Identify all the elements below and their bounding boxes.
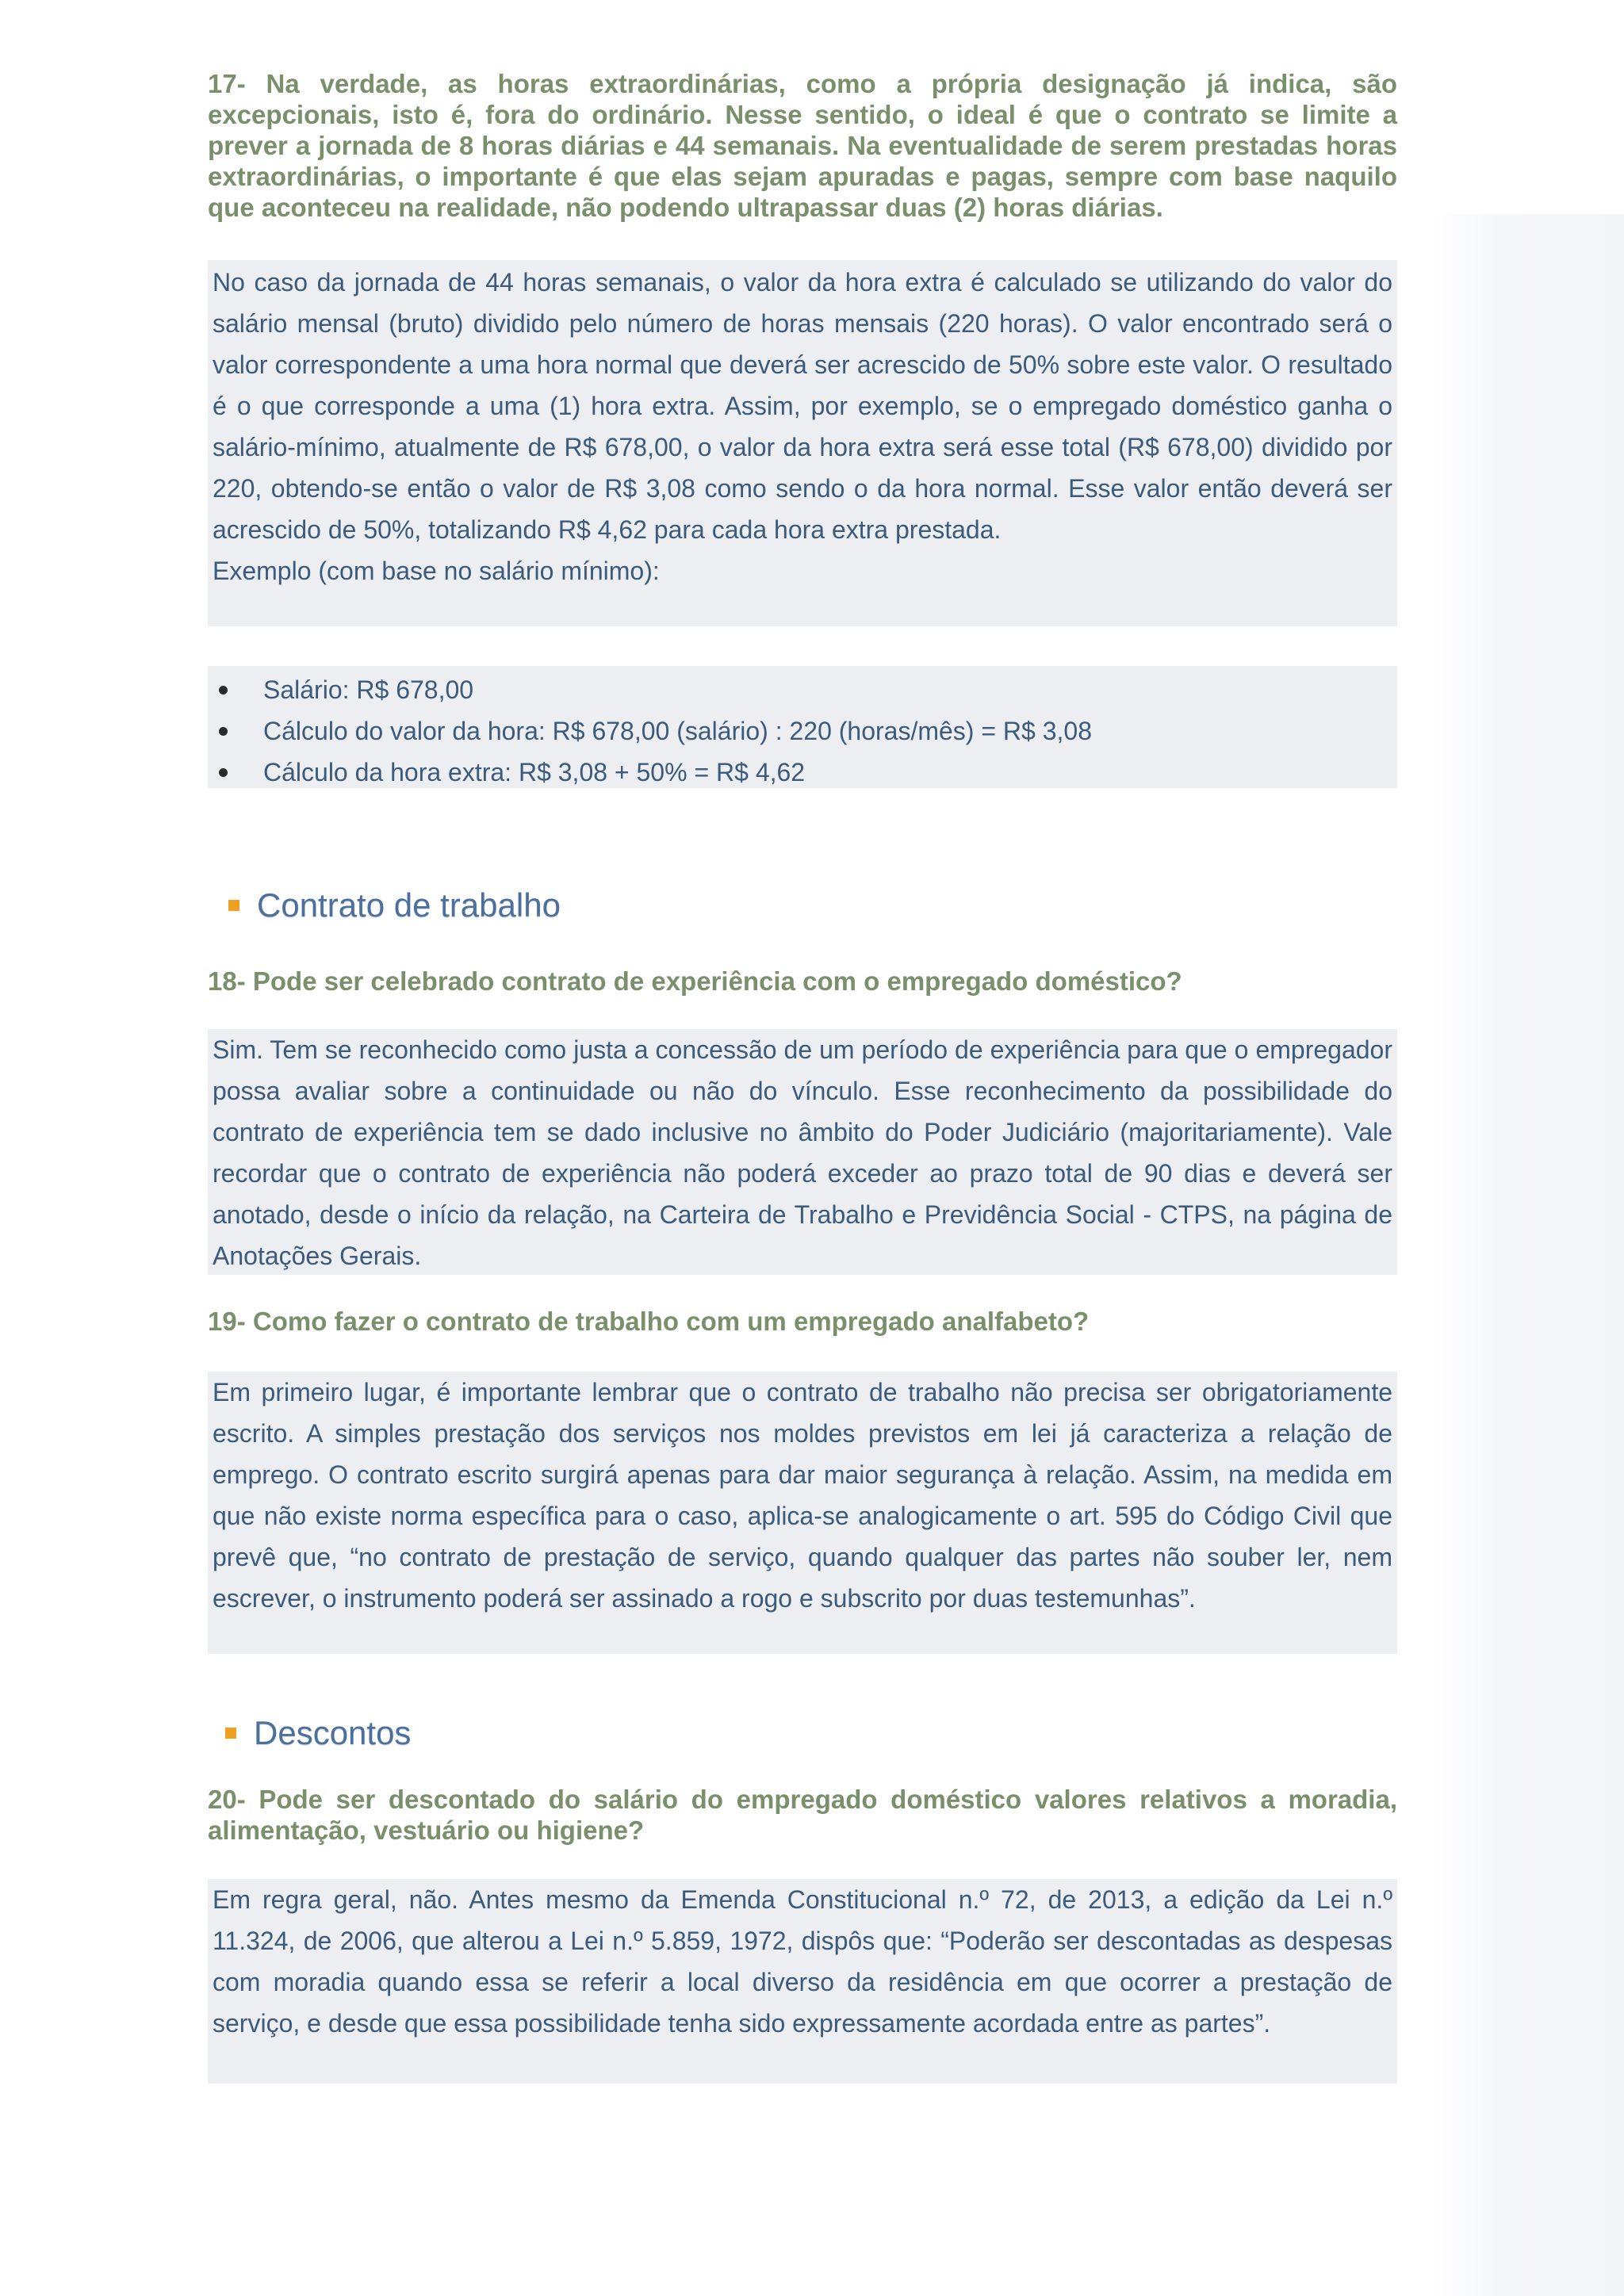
question-18: 18- Pode ser celebrado contrato de experiência com o empregado doméstico? — [208, 966, 1182, 996]
question-20: 20- Pode ser descontado do salário do empregado doméstico valores relativos a moradia, alimentação, vestuário ou higiene? — [208, 1785, 1397, 1845]
section-heading-contrato — [228, 886, 561, 924]
section-title: Contrato de trabalho — [257, 886, 561, 924]
list-item: Salário: R$ 678,00 — [213, 669, 1392, 710]
orange-square-icon — [228, 900, 239, 911]
orange-square-icon — [225, 1728, 236, 1739]
section-title: Descontos — [254, 1714, 412, 1751]
answer-18-paragraph: Sim. Tem se reconhecido como justa a concessão de um período de experiência para que o empregador possa avaliar sobre a continuidade ou não do vínculo. Esse reconhecimento da possibilidade do contrato de experiência tem se dado inclusive no âmbito do Poder Judiciário (majoritariamente). Vale recordar que o contrato de experiência não poderá exceder ao prazo total de 90 dias e deverá ser anotado, desde o início da relação, na Carteira de Trabalho e Previdência Social - CTPS, na página de Anotações Gerais. — [213, 1035, 1392, 1270]
bullet-icon — [219, 686, 228, 695]
example-label: Exemplo (com base no salário mínimo): — [213, 557, 660, 585]
question-19: 19- Como fazer o contrato de trabalho com um empregado analfabeto? — [208, 1307, 1090, 1336]
list-item: Cálculo da hora extra: R$ 3,08 + 50% = R$ 4,62 — [213, 752, 1392, 793]
answer-19 — [208, 1372, 1397, 1654]
question-17: 17- Na verdade, as horas extraordinárias, como a própria designação já indica, são excepcionais, isto é, fora do ordinário. Nesse sentido, o ideal é que o contrato se limite a prever a jornada de 8 horas diárias e 44 semanais. Na eventualidade de serem prestadas horas extraordinárias, o importante é que elas sejam apuradas e pagas, sempre com base naquilo que aconteceu na realidade, não podendo ultrapassar duas (2) horas diárias. — [208, 69, 1397, 222]
bullet-icon — [219, 727, 228, 736]
answer-20 — [208, 1879, 1397, 2084]
section-heading-descontos — [225, 1714, 411, 1752]
answer-18 — [208, 1029, 1397, 1275]
list-item: Cálculo do valor da hora: R$ 678,00 (salário) : 220 (horas/mês) = R$ 3,08 — [213, 710, 1392, 752]
example-list — [208, 666, 1397, 788]
answer-19-paragraph: Em primeiro lugar, é importante lembrar que o contrato de trabalho não precisa ser obrigatoriamente escrito. A simples prestação dos serviços nos moldes previstos em lei já caracteriza a relação de emprego. O contrato escrito surgirá apenas para dar maior segurança à relação. Assim, na medida em que não existe norma específica para o caso, aplica-se analogicamente o art. 595 do Código Civil que prevê que, “no contrato de prestação de serviço, quando qualquer das partes não souber ler, nem escrever, o instrumento poderá ser assinado a rogo e subscrito por duas testemunhas”. — [213, 1378, 1392, 1613]
answer-20-paragraph: Em regra geral, não. Antes mesmo da Emenda Constitucional n.º 72, de 2013, a edição da Lei n.º 11.324, de 2006, que alterou a Lei n.º 5.859, 1972, dispôs que: “Poderão ser descontadas as despesas com moradia quando essa se referir a local diverso da residência em que ocorrer a prestação de serviço, e desde que essa possibilidade tenha sido expressamente acordada entre as partes”. — [213, 1885, 1392, 2038]
answer-17-paragraph: No caso da jornada de 44 horas semanais, o valor da hora extra é calculado se utilizando do valor do salário mensal (bruto) dividido pelo número de horas mensais (220 horas). O valor encontrado será o valor correspondente a uma hora normal que deverá ser acrescido de 50% sobre este valor. O resultado é o que corresponde a uma (1) hora extra. Assim, por exemplo, se o empregado doméstico ganha o salário-mínimo, atualmente de R$ 678,00, o valor da hora extra será esse total (R$ 678,00) dividido por 220, obtendo-se então o valor de R$ 3,08 como sendo o da hora normal. Esse valor então deverá ser acrescido de 50%, totalizando R$ 4,62 para cada hora extra prestada. — [213, 268, 1392, 544]
page-shade — [1427, 214, 1624, 2296]
bullet-icon — [219, 768, 228, 777]
answer-17 — [208, 260, 1397, 626]
